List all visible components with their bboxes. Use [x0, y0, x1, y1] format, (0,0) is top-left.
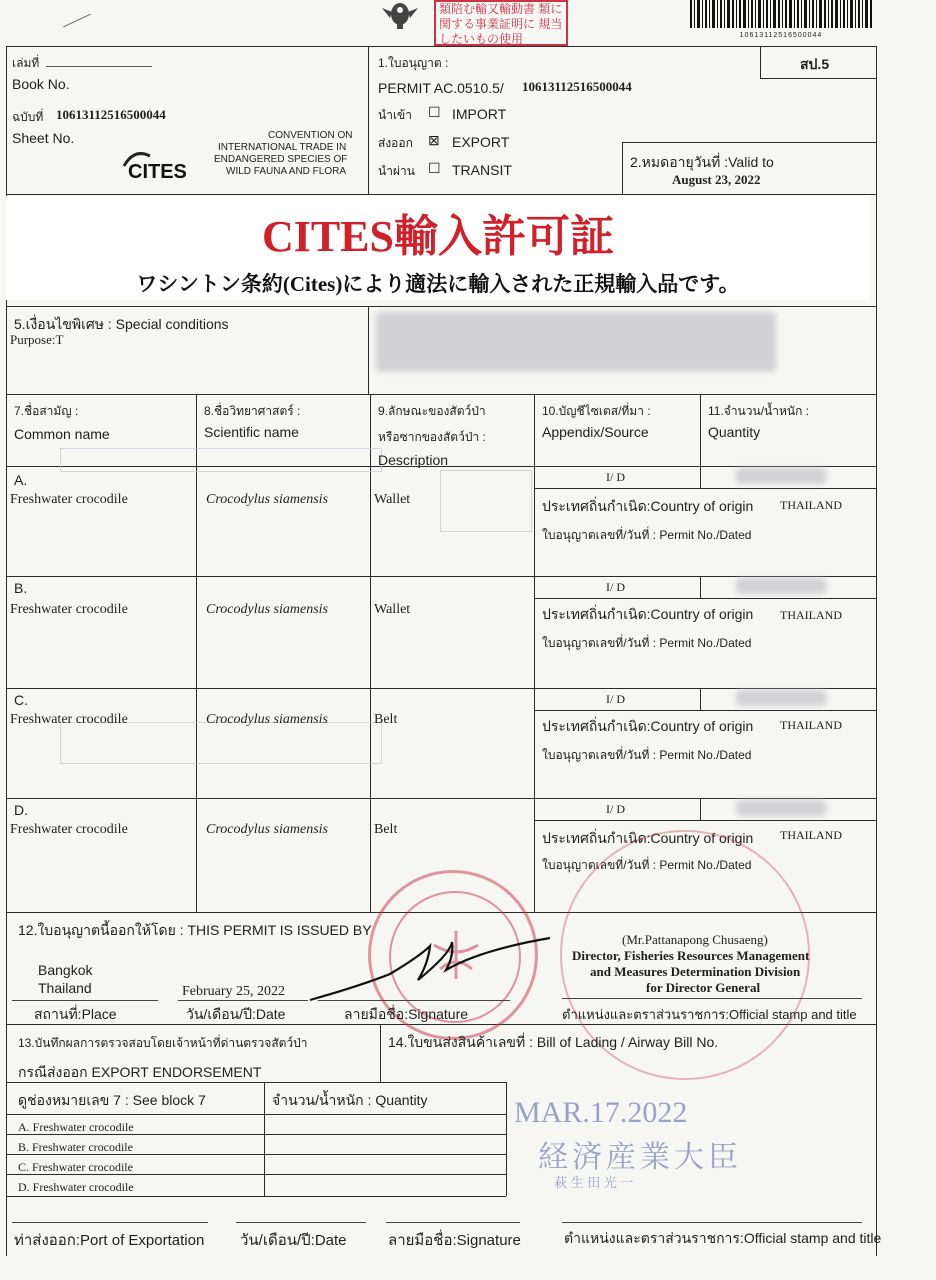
endorsement-row: C. Freshwater crocodile — [18, 1160, 133, 1174]
item-appendix: I/ D — [606, 470, 625, 484]
item-scientific-name: Crocodylus siamensis — [206, 492, 328, 507]
place-label: สถานที่:Place — [34, 1006, 117, 1022]
form-code: สป.5 — [800, 56, 830, 72]
issued-by-label: 12.ใบอนุญาตนี้ออกให้โดย : THIS PERMIT IS ISSUED BY — [18, 922, 372, 938]
item-permit-dated: ใบอนุญาตเลขที่/วันที่ : Permit No./Dated — [542, 528, 752, 542]
footer-port-label: ท่าส่งออก:Port of Exportation — [14, 1232, 205, 1249]
official-title-1: Director, Fisheries Resources Management — [572, 948, 810, 963]
item-appendix: I/ D — [606, 802, 625, 816]
item-origin-value: THAILAND — [780, 828, 842, 842]
item-appendix: I/ D — [606, 580, 625, 594]
redacted-management-authority — [376, 312, 776, 372]
col11-th: 11.จำนวน/น้ำหนัก : — [708, 404, 810, 418]
official-name: (Mr.Pattanapong Chusaeng) — [622, 932, 768, 947]
export-label-en: EXPORT — [452, 134, 510, 150]
item-common-name: Freshwater crocodile — [10, 822, 128, 837]
japan-customs-stamp — [508, 1096, 742, 1206]
permit-prefix: PERMIT AC.0510.5/ — [378, 80, 504, 96]
book-label-th: เล่มที่ — [12, 56, 40, 70]
redacted-quantity — [736, 690, 826, 706]
col7-th: 7.ชื่อสามัญ : — [14, 404, 79, 418]
transit-checkbox: ☐ — [428, 160, 441, 176]
stamp-ministry: 経済産業大臣 — [538, 1141, 742, 1174]
stamp-minister-name: 萩 生 田 光 一 — [554, 1175, 634, 1190]
signature-icon — [300, 926, 560, 1006]
endorsement-quantity-label: จำนวน/น้ำหนัก : Quantity — [272, 1092, 428, 1108]
item-description: Wallet — [374, 492, 411, 507]
permit-label-th: 1.ใบอนุญาต : — [378, 56, 449, 70]
margin-pen-mark — [63, 14, 91, 28]
redacted-quantity — [736, 578, 826, 594]
item-letter: B. — [14, 580, 28, 596]
item-common-name: Freshwater crocodile — [10, 712, 128, 727]
export-label-th: ส่งออก — [378, 136, 413, 150]
col10-en: Appendix/Source — [542, 424, 649, 440]
item-scientific-name: Crocodylus siamensis — [206, 822, 328, 837]
barcode-icon — [690, 0, 872, 28]
item-description: Belt — [374, 712, 398, 727]
item-permit-dated: ใบอนุญาตเลขที่/วันที่ : Permit No./Dated — [542, 636, 752, 650]
sheet-number: 10613112516500044 — [56, 107, 166, 122]
place-value-1: Bangkok — [38, 962, 93, 978]
export-checkbox: ⊠ — [428, 132, 440, 148]
col7-en: Common name — [14, 426, 110, 442]
item-origin-value: THAILAND — [780, 498, 842, 512]
transit-label-en: TRANSIT — [452, 162, 512, 178]
item-letter: A. — [14, 472, 28, 488]
item-origin-value: THAILAND — [780, 718, 842, 732]
redacted-quantity — [736, 800, 826, 816]
item-common-name: Freshwater crocodile — [10, 602, 128, 617]
item-letter: C. — [14, 692, 28, 708]
item-scientific-name: Crocodylus siamensis — [206, 712, 328, 727]
item-common-name: Freshwater crocodile — [10, 492, 128, 507]
item-origin-label: ประเทศถิ่นกำเนิด:Country of origin — [542, 718, 754, 734]
col11-en: Quantity — [708, 424, 761, 440]
cites-logo-text: CITES — [128, 161, 187, 183]
sheet-label-th: ฉบับที่ — [12, 110, 44, 124]
convention-line-4: WILD FAUNA AND FLORA — [226, 166, 347, 177]
endorsement-row: A. Freshwater crocodile — [18, 1120, 134, 1134]
redacted-quantity — [736, 468, 826, 484]
japanese-import-seal — [434, 0, 568, 46]
official-stamp-label: ตำแหน่งและตราส่วนราชการ:Official stamp and title — [562, 1007, 857, 1022]
sheet-label-en: Sheet No. — [12, 130, 75, 146]
item-origin-value: THAILAND — [780, 608, 842, 622]
place-value-2: Thailand — [38, 980, 92, 996]
col8-en: Scientific name — [204, 424, 299, 440]
seal-text: 類陪む輸又輸動書 類に関する事業証明に 規当したいもの使用 — [439, 2, 563, 46]
import-checkbox: ☐ — [428, 104, 441, 120]
stamp-date: MAR.17.2022 — [514, 1096, 688, 1129]
see-block-label: ดูช่องหมายเลข 7 : See block 7 — [18, 1092, 206, 1108]
item-description: Wallet — [374, 602, 411, 617]
item-permit-dated: ใบอนุญาตเลขที่/วันที่ : Permit No./Dated — [542, 858, 752, 872]
official-title-2: and Measures Determination Division — [590, 964, 801, 979]
convention-line-1: CONVENTION ON — [268, 130, 353, 141]
item-origin-label: ประเทศถิ่นกำเนิด:Country of origin — [542, 830, 754, 846]
col8-th: 8.ชื่อวิทยาศาสตร์ : — [204, 404, 301, 418]
thai-emblem-icon — [378, 0, 422, 30]
banner-title: CITES輸入許可証 — [261, 212, 615, 261]
frame-top — [6, 46, 876, 47]
footer-stamp-label: ตำแหน่งและตราส่วนราชการ:Official stamp and title — [564, 1230, 882, 1246]
block14-label: 14.ใบขนส่งสินค้าเลขที่ : Bill of Lading / Airway Bill No. — [388, 1034, 719, 1050]
official-title-3: for Director General — [646, 980, 761, 995]
banner — [6, 196, 870, 300]
item-origin-label: ประเทศถิ่นกำเนิด:Country of origin — [542, 498, 754, 514]
col9-en: Description — [378, 452, 449, 468]
convention-line-3: ENDANGERED SPECIES OF — [214, 154, 348, 165]
export-endorsement: กรณีส่งออก EXPORT ENDORSEMENT — [18, 1064, 262, 1080]
endorsement-row: B. Freshwater crocodile — [18, 1140, 133, 1154]
issued-date-label: วัน/เดือน/ปี:Date — [186, 1006, 286, 1022]
issued-date-value: February 25, 2022 — [182, 984, 286, 999]
convention-line-2: INTERNATIONAL TRADE IN — [218, 142, 347, 153]
item-appendix: I/ D — [606, 692, 625, 706]
col10-th: 10.บัญชีไซเตส/ที่มา : — [542, 404, 651, 418]
valid-date: August 23, 2022 — [672, 172, 761, 187]
cites-logo — [118, 144, 194, 184]
valid-label: 2.หมดอายุวันที่ :Valid to — [630, 154, 774, 170]
cites-logo-icon — [118, 144, 194, 184]
signature-drawing — [300, 926, 560, 1006]
barcode — [690, 0, 872, 39]
special-conditions-label: 5.เงื่อนไขพิเศษ : Special conditions — [14, 316, 229, 332]
import-label-th: นำเข้า — [378, 108, 412, 122]
signature-label: ลายมือชื่อ:Signature — [344, 1006, 469, 1022]
item-permit-dated: ใบอนุญาตเลขที่/วันที่ : Permit No./Dated — [542, 748, 752, 762]
col9-th: 9.ลักษณะของสัตว์ป่า — [378, 404, 486, 418]
block13-label: 13.บันทึกผลการตรวจสอบโดยเจ้าหน้าที่ด่านตรวจสัตว์ป่า — [18, 1036, 308, 1050]
import-label-en: IMPORT — [452, 106, 507, 122]
permit-number: 10613112516500044 — [522, 79, 632, 94]
book-label-en: Book No. — [12, 76, 70, 92]
transit-label-th: นำผ่าน — [378, 164, 415, 178]
item-scientific-name: Crocodylus siamensis — [206, 602, 328, 617]
footer-signature-label: ลายมือชื่อ:Signature — [388, 1232, 521, 1249]
frame-right — [876, 46, 877, 1256]
footer-date-label: วัน/เดือน/ปี:Date — [240, 1232, 347, 1249]
item-letter: D. — [14, 802, 28, 818]
endorsement-row: D. Freshwater crocodile — [18, 1180, 134, 1194]
banner-subtitle: ワシントン条約(Cites)により適法に輸入された正規輸入品です。 — [136, 272, 740, 296]
purpose-value: Purpose:T — [10, 332, 64, 347]
barcode-number: 10613112516500044 — [739, 32, 823, 39]
item-description: Belt — [374, 822, 398, 837]
col9-th2: หรือซากของสัตว์ป่า : — [378, 430, 486, 444]
item-origin-label: ประเทศถิ่นกำเนิด:Country of origin — [542, 606, 754, 622]
